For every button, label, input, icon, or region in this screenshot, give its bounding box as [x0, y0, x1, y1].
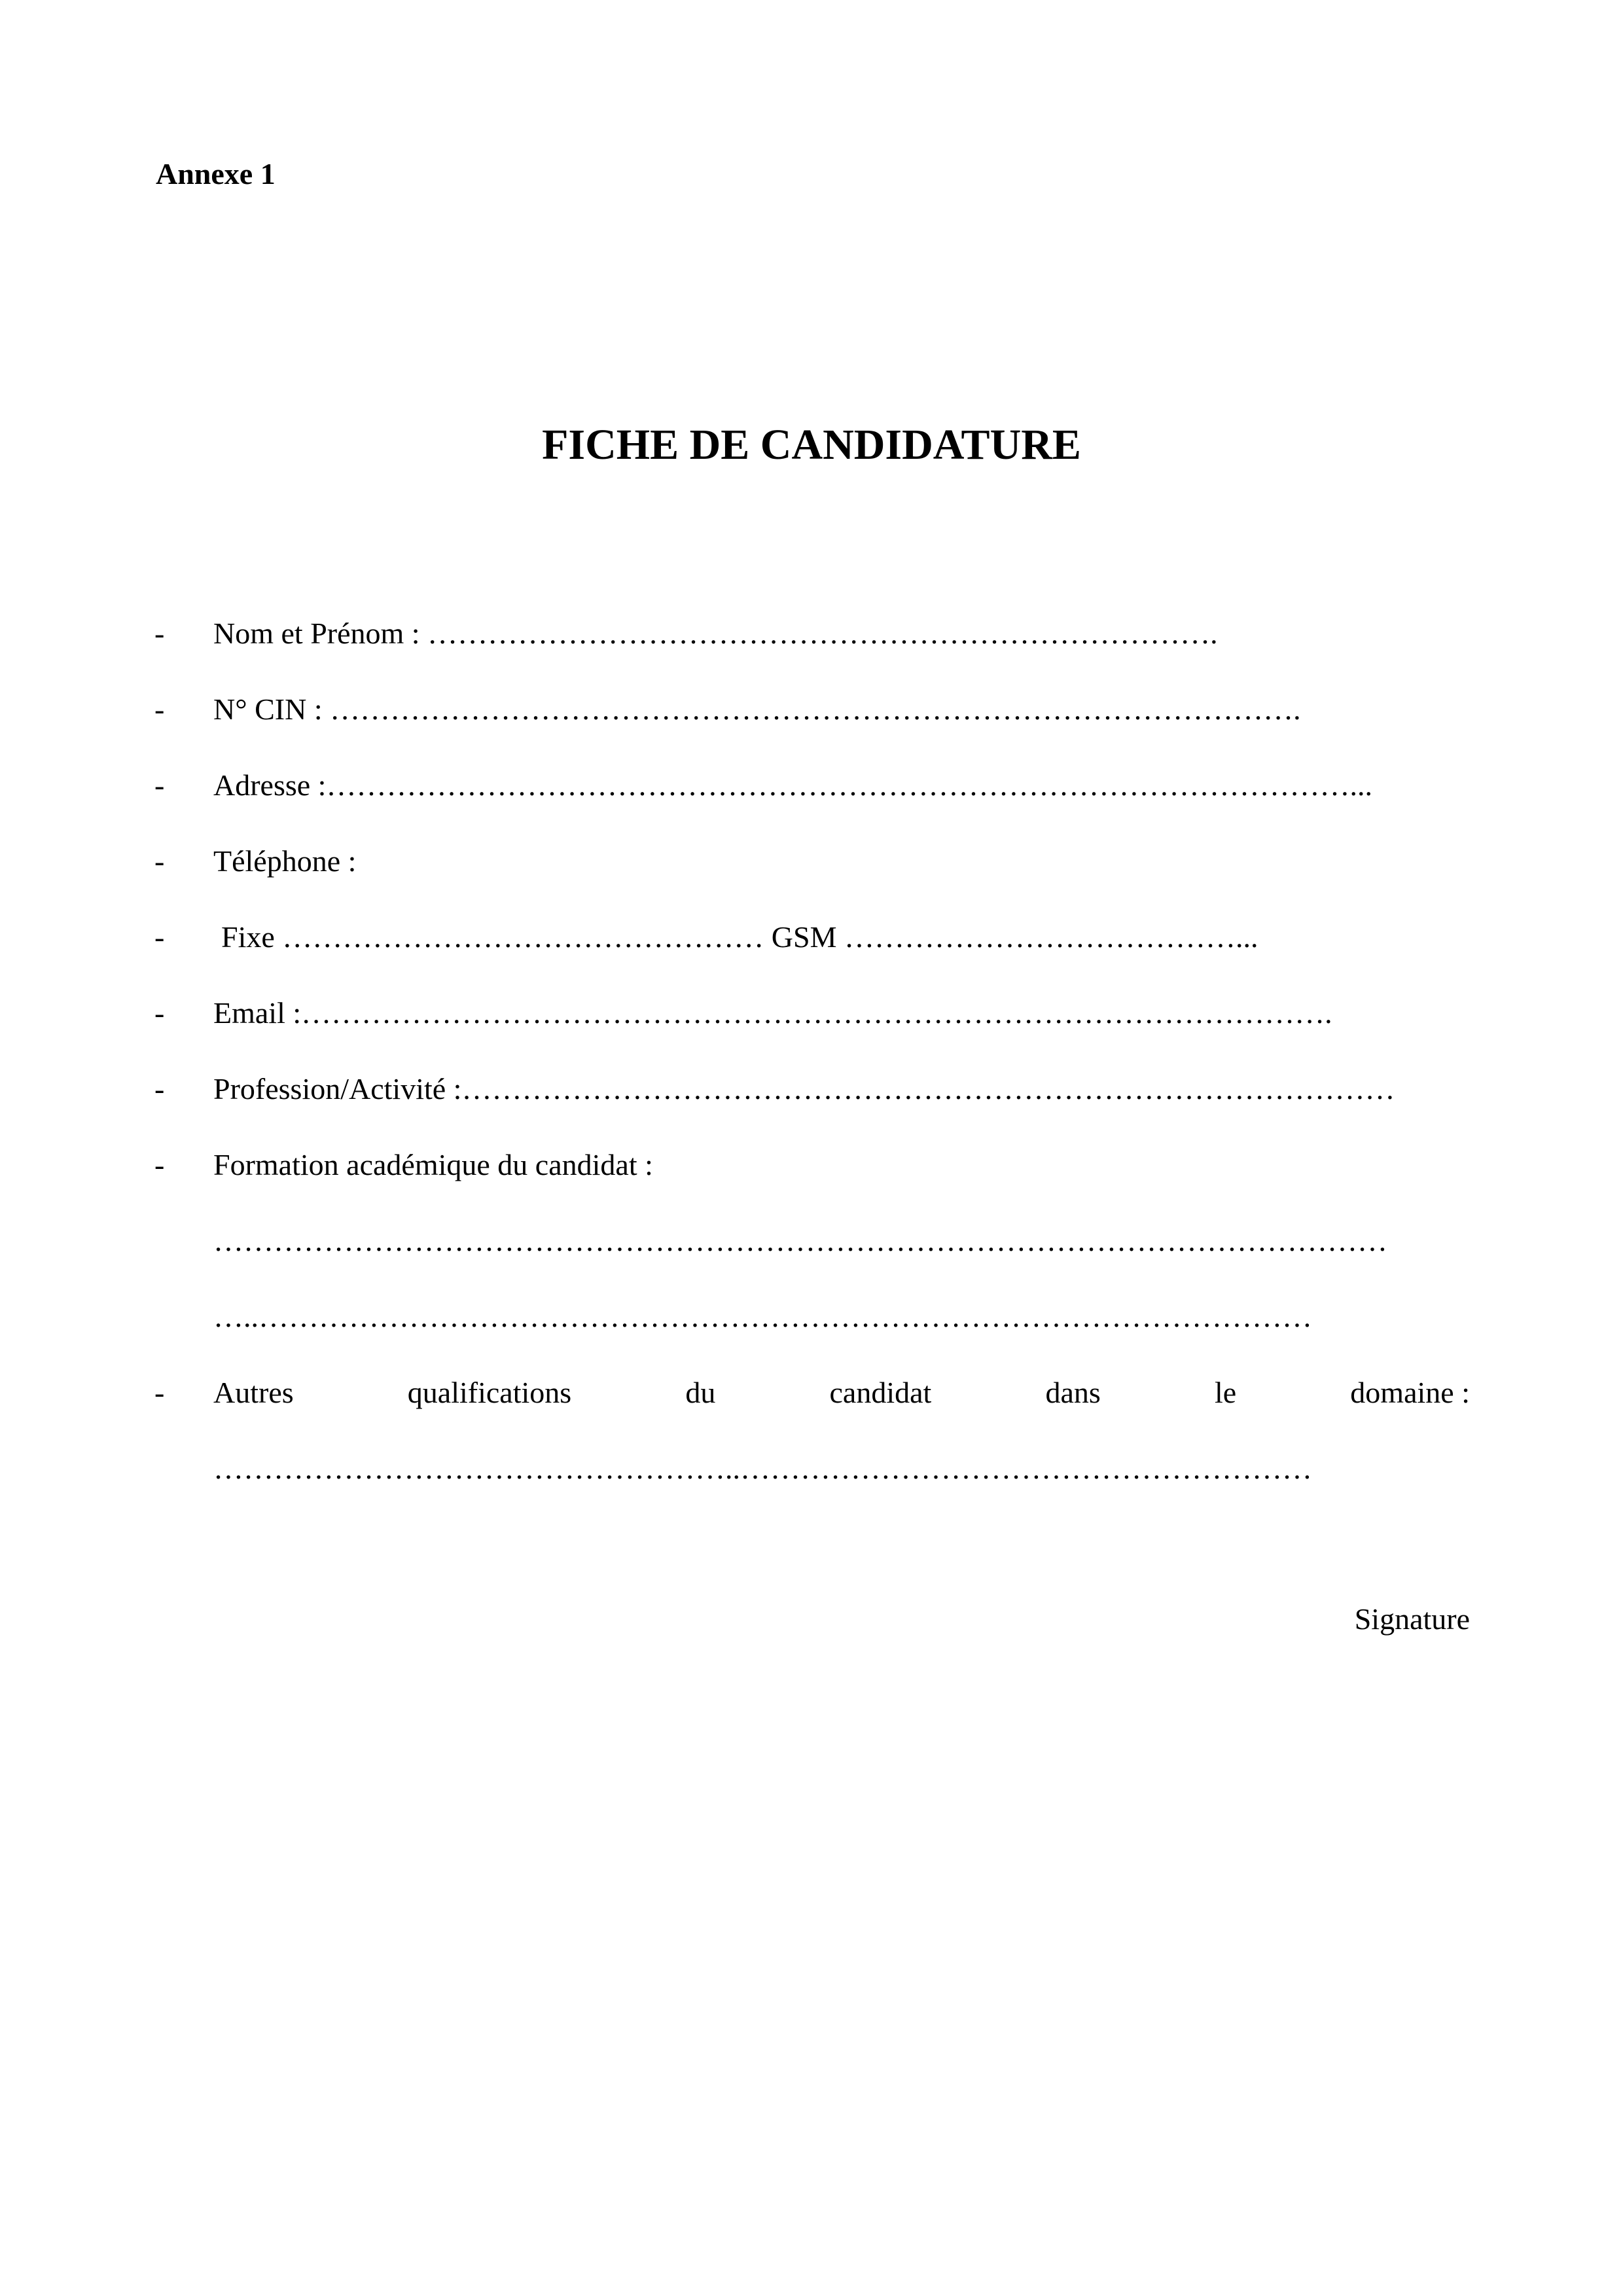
- form-title: FICHE DE CANDIDATURE: [542, 421, 1081, 469]
- education-dotted-line-1[interactable]: ………………………………………………………………………………………………………: [213, 1224, 1387, 1257]
- label-word: qualifications: [407, 1376, 572, 1409]
- email-field[interactable]: [213, 995, 1623, 1031]
- name-dotted-line[interactable]: …………………………………………………………………….: [427, 617, 1218, 650]
- other-qualifications-label: [213, 1374, 1470, 1411]
- list-bullet: -: [154, 996, 165, 1030]
- label-word: Autres: [213, 1376, 294, 1409]
- education-line-1-row: [0, 1223, 1623, 1262]
- field-row-cin: [0, 691, 1623, 730]
- other-qualifications-dotted-line[interactable]: ……………………………………………..…………………………………………………: [213, 1452, 1312, 1485]
- gsm-dotted-line[interactable]: …………………………………...: [844, 920, 1258, 954]
- list-bullet: -: [154, 617, 165, 650]
- label-word: domaine :: [1350, 1376, 1470, 1409]
- education-line-2-row: [0, 1299, 1623, 1338]
- list-bullet: -: [154, 768, 165, 802]
- phone-label: Téléphone :: [213, 844, 357, 878]
- field-row-phone: [0, 843, 1623, 882]
- field-row-other-qualifications: [0, 1374, 1623, 1414]
- field-row-education: [0, 1147, 1623, 1186]
- list-bullet: -: [154, 1072, 165, 1105]
- label-word: dans: [1045, 1376, 1101, 1409]
- field-row-fixe-gsm: [0, 919, 1623, 958]
- profession-label: Profession/Activité :: [213, 1072, 462, 1105]
- signature-label: Signature: [1354, 1602, 1470, 1636]
- address-label: Adresse :: [213, 768, 327, 802]
- other-qualifications-line-row: [0, 1450, 1623, 1490]
- field-row-profession: [0, 1071, 1623, 1110]
- address-dotted-line[interactable]: …………………………………………………………………………………………...: [326, 768, 1372, 802]
- field-row-email: [0, 995, 1623, 1034]
- label-word: du: [685, 1376, 716, 1409]
- cin-label: N° CIN :: [213, 692, 323, 726]
- education-label: Formation académique du candidat :: [213, 1148, 653, 1181]
- education-dotted-line-2[interactable]: …..……………………………………………………………………………………………: [213, 1300, 1312, 1333]
- cin-field[interactable]: [213, 691, 1623, 728]
- profession-field[interactable]: [213, 1071, 1623, 1107]
- list-bullet: -: [154, 920, 165, 954]
- name-label: Nom et Prénom :: [213, 617, 420, 650]
- label-word: le: [1214, 1376, 1237, 1409]
- list-bullet: -: [154, 1148, 165, 1181]
- field-row-address: [0, 767, 1623, 806]
- field-row-name: [0, 615, 1623, 655]
- fixe-dotted-line[interactable]: …………………………………………: [282, 920, 764, 954]
- email-dotted-line[interactable]: ………………………………………………………………………………………….: [301, 996, 1332, 1030]
- address-field[interactable]: [213, 767, 1623, 804]
- fixe-gsm-field[interactable]: [221, 919, 1623, 956]
- annex-label: Annexe 1: [156, 157, 276, 190]
- list-bullet: -: [154, 692, 165, 726]
- cin-dotted-line[interactable]: …………………………………………………………………………………….: [330, 692, 1301, 726]
- list-bullet: -: [154, 844, 165, 878]
- profession-dotted-line[interactable]: …………………………………………………………………………………: [461, 1072, 1395, 1105]
- label-word: candidat: [829, 1376, 932, 1409]
- fixe-label: Fixe: [221, 920, 275, 954]
- list-bullet: -: [154, 1376, 165, 1409]
- email-label: Email :: [213, 996, 302, 1030]
- gsm-label: GSM: [771, 920, 837, 954]
- name-field[interactable]: [213, 615, 1623, 652]
